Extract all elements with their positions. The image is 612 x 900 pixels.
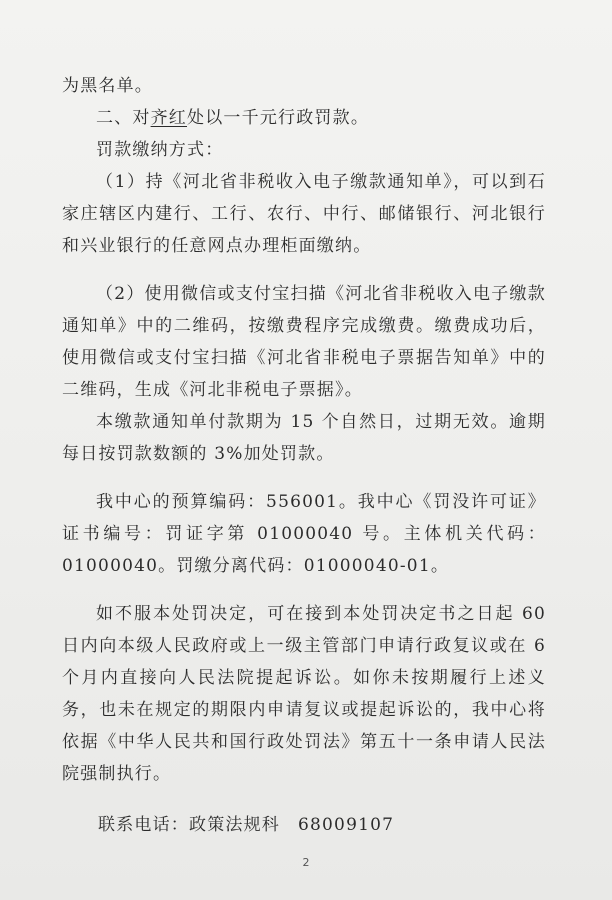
document-body [62,70,546,790]
contact-phone: 68009107 [298,815,395,835]
payment-method-2: （2）使用微信或支付宝扫描《河北省非税收入电子缴款通知单》中的二维码，按缴费程序完成缴费。缴费成功后，使用微信或支付宝扫描《河北省非税电子票据告知单》中的二维码，生成《河北非税电子票据》。 [62,284,546,400]
page-number: 2 [302,856,310,869]
payment-deadline: 本缴款通知单付款期为 15 个自然日，过期无效。逾期每日按罚款数额的 3%加处罚款。 [62,412,546,464]
payment-method-1: （1）持《河北省非税收入电子缴款通知单》，可以到石家庄辖区内建行、工行、农行、中行、邮储银行、河北银行和兴业银行的任意网点办理柜面缴纳。 [62,172,546,256]
appeal-and-enforcement: 如不服本处罚决定，可在接到本处罚决定书之日起 60 日内向本级人民政府或上一级主管部门申请行政复议或在 6 个月内直接向人民法院提起诉讼。如你未按期履行上述义务，也未在规定的期限内申请复议或提起诉讼的，我中心将依据《中华人民共和国行政处罚法》第五十一条申请人民法院强制执行。 [62,604,546,784]
paragraph-penalty [62,102,546,134]
contact-label: 联系电话： [98,815,189,835]
penalty-suffix: 处以一千元行政罚款。 [187,108,370,128]
contact-department: 政策法规科 [189,815,280,835]
payment-methods-heading: 罚款缴纳方式： [96,140,224,160]
budget-and-license-codes: 我中心的预算编码：556001。我中心《罚没许可证》证书编号：罚证字第 01000040 号。主体机关代码：01000040。罚缴分离代码：01000040-01。 [62,492,546,576]
contact-line [98,810,394,835]
person-name: 齐红 [150,108,188,128]
paragraph-spacer [62,262,546,278]
paragraph-blacklist-end: 为黑名单。 [62,76,153,96]
paragraph-spacer [62,582,546,598]
penalty-prefix: 二、对 [96,108,151,128]
paragraph-spacer [62,470,546,486]
